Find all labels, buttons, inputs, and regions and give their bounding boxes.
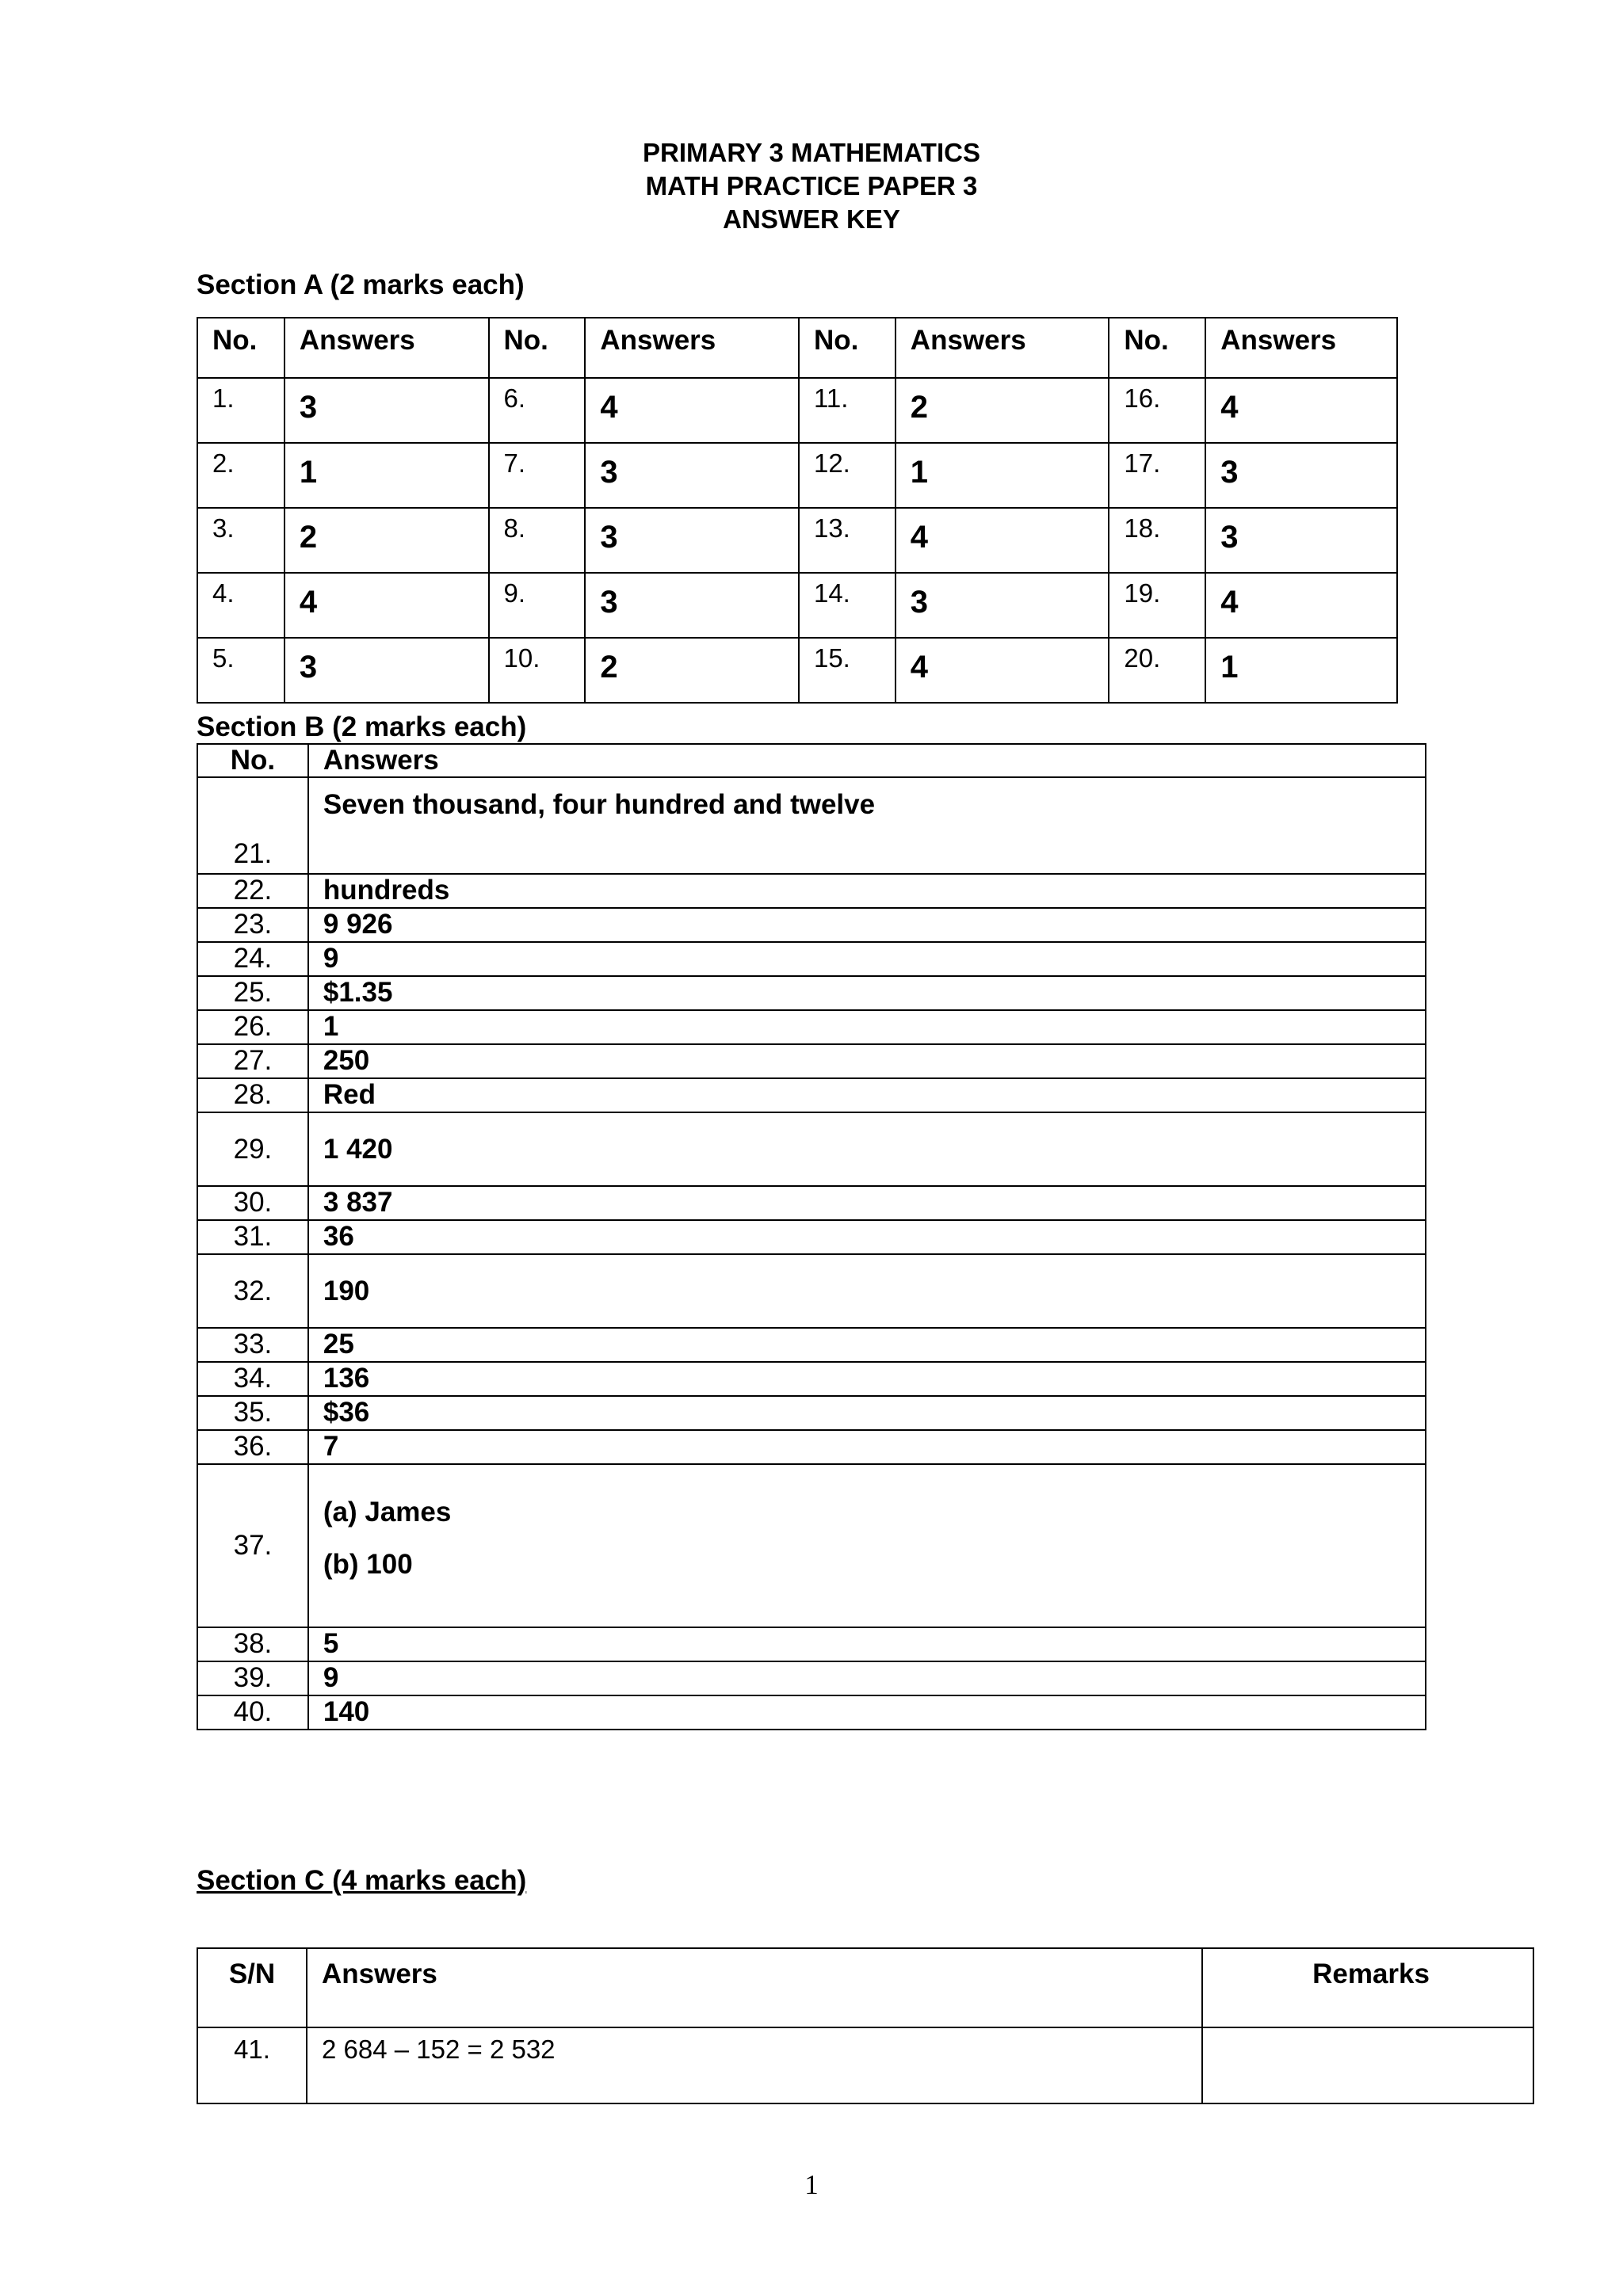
answer-value: 4	[585, 378, 799, 443]
question-number: 19.	[1109, 573, 1205, 638]
col-no-header: No.	[197, 744, 308, 777]
answer-part-a: (a) James	[323, 1497, 452, 1527]
section-c-heading: Section C (4 marks each)	[197, 1865, 527, 1896]
question-number: 30.	[197, 1186, 308, 1220]
answer-value: 2	[585, 638, 799, 703]
answer-value: 9 926	[308, 908, 1426, 942]
remarks-cell	[1202, 2027, 1533, 2103]
table-row	[197, 2027, 1533, 2103]
question-number: 18.	[1109, 508, 1205, 573]
table-row	[197, 1661, 1426, 1695]
question-number: 12.	[799, 443, 896, 508]
col-answers-header: Answers	[308, 744, 1426, 777]
question-number: 5.	[197, 638, 285, 703]
answer-value: 3	[585, 573, 799, 638]
question-number: 35.	[197, 1396, 308, 1430]
answer-value: Seven thousand, four hundred and twelve	[308, 777, 1426, 874]
question-number: 22.	[197, 874, 308, 908]
question-number: 15.	[799, 638, 896, 703]
table-row	[197, 1430, 1426, 1464]
answer-value: 4	[285, 573, 489, 638]
question-number: 23.	[197, 908, 308, 942]
page-number: 1	[804, 2169, 819, 2200]
answer-value: 3	[585, 508, 799, 573]
answer-value: 25	[308, 1328, 1426, 1362]
answer-value: 3 837	[308, 1186, 1426, 1220]
answer-value: 1	[1205, 638, 1397, 703]
question-number: 8.	[489, 508, 586, 573]
question-number: 14.	[799, 573, 896, 638]
table-row	[197, 1328, 1426, 1362]
col-no-header: No.	[489, 318, 586, 378]
table-row	[197, 1396, 1426, 1430]
question-number: 31.	[197, 1220, 308, 1254]
answer-value: 4	[896, 508, 1109, 573]
question-number: 29.	[197, 1112, 308, 1186]
table-row	[197, 976, 1426, 1010]
col-answers-header: Answers	[1205, 318, 1397, 378]
table-row	[197, 1627, 1426, 1661]
question-number: 33.	[197, 1328, 308, 1362]
question-number: 2.	[197, 443, 285, 508]
col-answers-header: Answers	[896, 318, 1109, 378]
section-b-heading: Section B (2 marks each)	[197, 711, 527, 742]
question-number: 16.	[1109, 378, 1205, 443]
answer-value: 3	[585, 443, 799, 508]
answer-value: 4	[1205, 573, 1397, 638]
col-no-header: No.	[1109, 318, 1205, 378]
answer-value: 190	[308, 1254, 1426, 1328]
table-row	[197, 1220, 1426, 1254]
answer-value: 1 420	[308, 1112, 1426, 1186]
question-number: 40.	[197, 1695, 308, 1730]
section-b-table	[197, 743, 1426, 1730]
answer-value: 2	[896, 378, 1109, 443]
question-number: 3.	[197, 508, 285, 573]
answer-working: 2 684 – 152 = 2 532	[307, 2027, 1202, 2103]
question-number: 4.	[197, 573, 285, 638]
answer-value: $36	[308, 1396, 1426, 1430]
answer-value: 36	[308, 1220, 1426, 1254]
table-row	[197, 443, 1397, 508]
answer-part-b: (b) 100	[323, 1549, 413, 1580]
question-number: 34.	[197, 1362, 308, 1396]
col-answers-header: Answers	[307, 1948, 1202, 2027]
answer-value: 1	[896, 443, 1109, 508]
answer-value: Red	[308, 1078, 1426, 1112]
question-number: 17.	[1109, 443, 1205, 508]
answer-value: 140	[308, 1695, 1426, 1730]
table-row	[197, 942, 1426, 976]
answer-value: 1	[308, 1010, 1426, 1044]
paper-title-name: MATH PRACTICE PAPER 3	[645, 171, 978, 200]
table-row	[197, 1186, 1426, 1220]
question-number: 37.	[197, 1464, 308, 1627]
section-b-header-row	[197, 744, 1426, 777]
answer-value: 3	[1205, 443, 1397, 508]
table-row	[197, 1464, 1426, 1627]
table-row	[197, 508, 1397, 573]
answer-value: 136	[308, 1362, 1426, 1396]
table-row	[197, 1112, 1426, 1186]
answer-value: hundreds	[308, 874, 1426, 908]
question-number: 25.	[197, 976, 308, 1010]
question-number: 10.	[489, 638, 586, 703]
question-number: 9.	[489, 573, 586, 638]
answer-value: 1	[285, 443, 489, 508]
question-number: 26.	[197, 1010, 308, 1044]
answer-value: 2	[285, 508, 489, 573]
section-a-header-row	[197, 318, 1397, 378]
paper-title-subject: PRIMARY 3 MATHEMATICS	[643, 138, 980, 167]
answer-value: 250	[308, 1044, 1426, 1078]
table-row	[197, 1010, 1426, 1044]
section-a-table	[197, 317, 1398, 704]
question-number: 11.	[799, 378, 896, 443]
question-number: 28.	[197, 1078, 308, 1112]
question-number: 1.	[197, 378, 285, 443]
answer-value: 9	[308, 1661, 1426, 1695]
col-no-header: No.	[197, 318, 285, 378]
answer-value: 7	[308, 1430, 1426, 1464]
table-row	[197, 1044, 1426, 1078]
question-number: 20.	[1109, 638, 1205, 703]
paper-title-answer-key: ANSWER KEY	[723, 204, 900, 234]
question-number: 36.	[197, 1430, 308, 1464]
question-number: 39.	[197, 1661, 308, 1695]
answer-value: 4	[1205, 378, 1397, 443]
col-answers-header: Answers	[285, 318, 489, 378]
table-row	[197, 1078, 1426, 1112]
table-row	[197, 1254, 1426, 1328]
table-row	[197, 573, 1397, 638]
answer-value: 3	[896, 573, 1109, 638]
section-a-heading: Section A (2 marks each)	[197, 269, 525, 300]
table-row	[197, 638, 1397, 703]
question-number: 13.	[799, 508, 896, 573]
question-number: 27.	[197, 1044, 308, 1078]
col-remarks-header: Remarks	[1202, 1948, 1533, 2027]
section-c-table	[197, 1947, 1534, 2104]
answer-value: $1.35	[308, 976, 1426, 1010]
answer-value: 9	[308, 942, 1426, 976]
question-number: 38.	[197, 1627, 308, 1661]
question-number: 6.	[489, 378, 586, 443]
question-number: 32.	[197, 1254, 308, 1328]
table-row	[197, 874, 1426, 908]
answer-value: 3	[285, 378, 489, 443]
question-number: 7.	[489, 443, 586, 508]
question-number: 24.	[197, 942, 308, 976]
question-number: 41.	[197, 2027, 307, 2103]
table-row	[197, 1695, 1426, 1730]
answer-value: 3	[1205, 508, 1397, 573]
table-row	[197, 378, 1397, 443]
question-number: 21.	[197, 777, 308, 874]
col-sn-header: S/N	[197, 1948, 307, 2027]
table-row	[197, 777, 1426, 874]
section-c-header-row	[197, 1948, 1533, 2027]
answer-value: 4	[896, 638, 1109, 703]
answer-value: 3	[285, 638, 489, 703]
table-row	[197, 1362, 1426, 1396]
answer-value: 5	[308, 1627, 1426, 1661]
table-row	[197, 908, 1426, 942]
col-no-header: No.	[799, 318, 896, 378]
answer-value	[308, 1464, 1426, 1627]
col-answers-header: Answers	[585, 318, 799, 378]
